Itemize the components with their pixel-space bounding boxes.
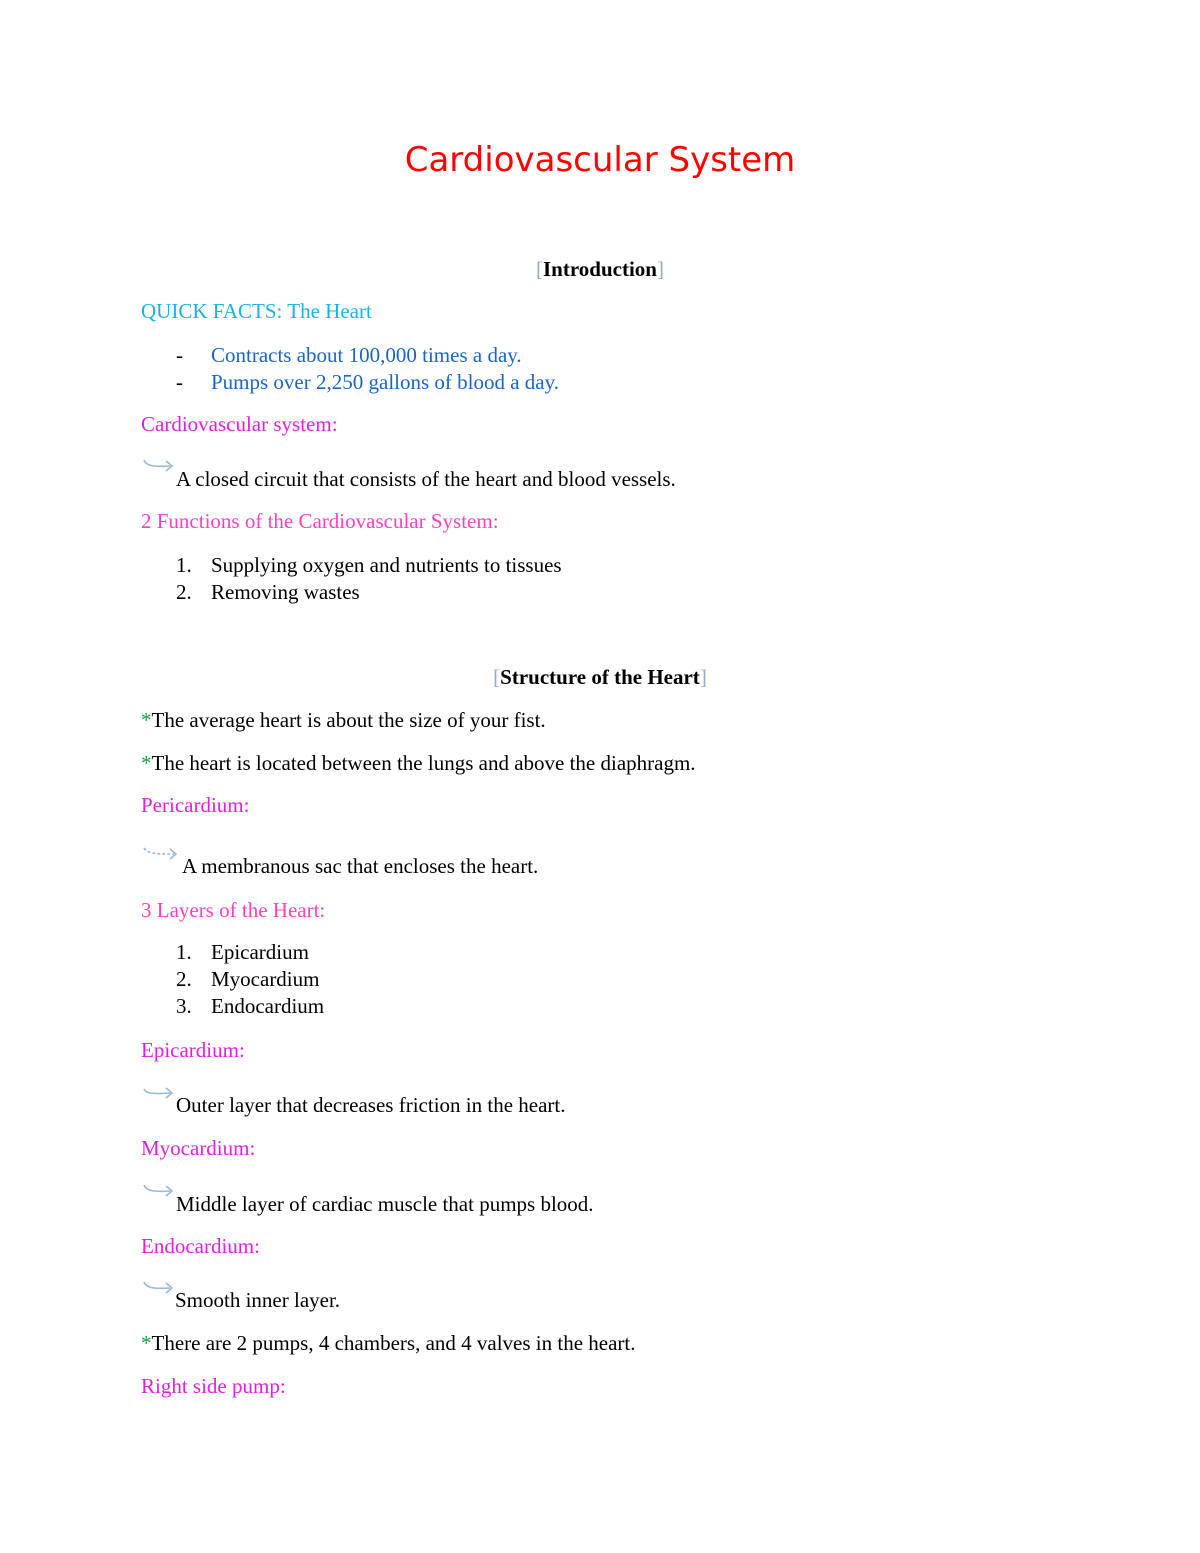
section-heading-structure: [Structure of the Heart] — [493, 665, 707, 689]
function-item: Removing wastes — [211, 580, 360, 604]
term-right-side-pump: Right side pump: — [141, 1374, 286, 1398]
arrow-icon — [140, 1179, 180, 1205]
list-number: 1. — [176, 553, 192, 577]
arrow-icon — [140, 842, 180, 868]
list-number: 2. — [176, 967, 192, 991]
fact-line: *The average heart is about the size of your fist. — [141, 708, 546, 732]
quick-fact-item: Pumps over 2,250 gallons of blood a day. — [211, 370, 560, 394]
bullet-dash: - — [176, 370, 183, 394]
quick-facts-heading: QUICK FACTS: The Heart — [141, 299, 372, 323]
function-item: Supplying oxygen and nutrients to tissues — [211, 553, 562, 577]
definition-pericardium: A membranous sac that encloses the heart. — [182, 854, 539, 878]
definition-epicardium: Outer layer that decreases friction in the heart. — [176, 1093, 566, 1117]
layer-item: Epicardium — [211, 940, 309, 964]
bullet-dash: - — [176, 343, 183, 367]
term-cardiovascular-system: Cardiovascular system: — [141, 412, 338, 436]
asterisk-mark: * — [141, 1331, 152, 1355]
arrow-icon — [140, 1081, 180, 1107]
term-endocardium: Endocardium: — [141, 1234, 260, 1258]
list-number: 3. — [176, 994, 192, 1018]
fact-line: *There are 2 pumps, 4 chambers, and 4 valves in the heart. — [141, 1331, 636, 1355]
asterisk-mark: * — [141, 751, 152, 775]
quick-fact-item: Contracts about 100,000 times a day. — [211, 343, 522, 367]
list-number: 2. — [176, 580, 192, 604]
fact-line: *The heart is located between the lungs and above the diaphragm. — [141, 751, 696, 775]
arrow-icon — [140, 1276, 180, 1302]
document-title: Cardiovascular System — [404, 140, 796, 180]
arrow-icon — [140, 454, 180, 480]
definition-cardiovascular-system: A closed circuit that consists of the heart and blood vessels. — [176, 467, 676, 491]
functions-heading: 2 Functions of the Cardiovascular System: — [141, 509, 499, 533]
definition-endocardium: Smooth inner layer. — [175, 1288, 341, 1312]
term-epicardium: Epicardium: — [141, 1038, 245, 1062]
layers-heading: 3 Layers of the Heart: — [141, 898, 326, 922]
term-pericardium: Pericardium: — [141, 793, 250, 817]
term-myocardium: Myocardium: — [141, 1136, 256, 1160]
section-heading-introduction: [Introduction] — [536, 257, 664, 281]
definition-myocardium: Middle layer of cardiac muscle that pumps blood. — [176, 1192, 594, 1216]
layer-item: Endocardium — [211, 994, 325, 1018]
list-number: 1. — [176, 940, 192, 964]
asterisk-mark: * — [141, 708, 152, 732]
layer-item: Myocardium — [211, 967, 320, 991]
